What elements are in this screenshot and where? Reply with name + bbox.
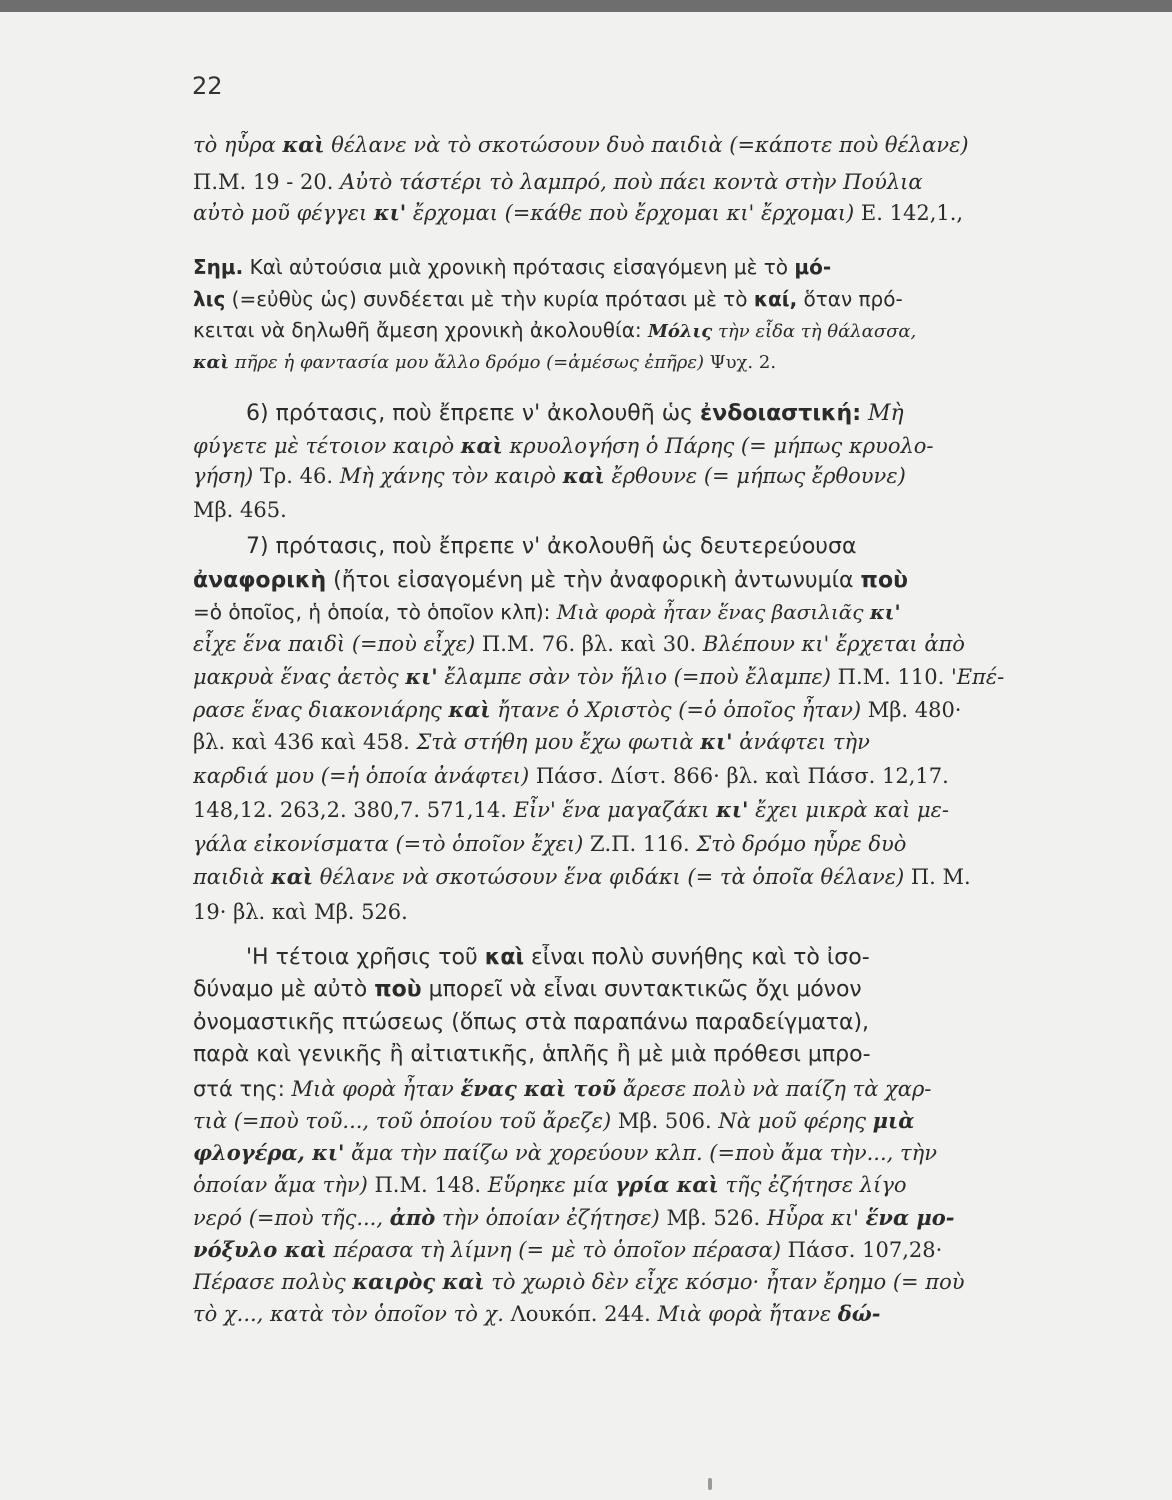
text-line [193, 285, 1040, 315]
text-segment: τιὰ (=ποὺ τοῦ..., τοῦ ὁποίου τοῦ ἄρεζε) [193, 1109, 612, 1133]
text-line [193, 728, 1040, 758]
text-segment: λις [193, 287, 226, 311]
text-segment: γρία καὶ [615, 1172, 719, 1197]
text-line [193, 432, 1040, 462]
text-segment: Μὴ [861, 401, 904, 426]
text-segment: καὶ [270, 864, 314, 889]
text-segment: ἔρχομαι (=κάθε ποὺ ἔρχομαι κι' ἔρχομαι) [406, 201, 855, 225]
text-segment: Αὐτὸ τάστέρι τὸ λαμπρό, ποὺ πάει κοντὰ στὴν Πούλια [340, 170, 923, 194]
text-segment: ποὺ [374, 977, 422, 1002]
text-segment: Π.Μ. 148. [367, 1173, 488, 1197]
text-segment: κι' [405, 664, 438, 689]
text-segment: 'Επέ- [950, 665, 1005, 689]
text-segment: Πάσσ. 107,28· [780, 1238, 943, 1262]
text-segment: τὸ ηὗρα [193, 133, 283, 157]
text-segment: καρδιά μου (=ἡ ὁποία ἀνάφτει) [193, 764, 530, 788]
text-segment: καὶ [460, 433, 503, 458]
text-line [193, 1204, 1040, 1234]
text-segment: Στὸ δρόμο ηὗρε δυὸ [696, 832, 907, 856]
text-segment: αὐτὸ μοῦ φέγγει [193, 201, 374, 225]
text-segment: κι' [700, 729, 733, 754]
text-line [246, 944, 1040, 974]
text-segment: 7) πρότασις, ποὺ ἔπρεπε ν' ἀκολουθῆ ὡς δευτερεύουσα [246, 534, 857, 559]
text-segment: Π.Μ. 19 - 20. [193, 170, 341, 194]
text-line [193, 1236, 1040, 1266]
text-segment: ἀπὸ [389, 1205, 436, 1230]
text-segment: κι' [716, 797, 749, 822]
text-segment: ἐνδοιαστική: [700, 401, 862, 426]
text-line [193, 253, 1040, 283]
text-segment: βλ. καὶ 436 καὶ 458. [193, 730, 417, 754]
text-line [193, 316, 1040, 346]
text-segment: ὅταν πρό- [797, 287, 903, 311]
text-segment: Μβ. 465. [193, 498, 287, 522]
text-segment: Τρ. 46. [253, 464, 340, 488]
text-segment: Ζ.Π. 116. [583, 832, 697, 856]
text-line [246, 400, 1040, 430]
text-line [246, 533, 1040, 563]
text-segment: τὴν ὁποίαν ἐζήτησε) [435, 1206, 660, 1230]
text-segment: εἶχε ἕνα παιδὶ (=ποὺ εἶχε) [193, 632, 476, 656]
text-line [193, 1139, 1040, 1169]
text-segment: 6) πρότασις, ποὺ ἔπρεπε ν' ἀκολουθῆ ὡς [246, 401, 701, 426]
text-segment: πέρασα τὴ λίμνη (= μὲ τὸ ὁποῖον πέρασα) [326, 1238, 781, 1262]
text-segment: ἤτανε ὁ Χριστὸς (=ὁ ὁποῖος ἦταν) [490, 698, 862, 722]
text-line [193, 976, 1040, 1006]
text-line [193, 1171, 1040, 1201]
text-segment: Μιὰ φορὰ ἦταν ἕνας βασιλιᾶς [556, 600, 870, 624]
text-line [193, 131, 1040, 161]
text-segment: Π. Μ. [904, 865, 971, 889]
text-line [193, 830, 1040, 860]
text-segment: τὸ χωριὸ δὲν εἶχε κόσμο· ἦταν ἔρημο (= ποὺ [484, 1270, 965, 1294]
text-line [193, 663, 1040, 693]
text-segment: φύγετε μὲ τέτοιον καιρὸ [193, 434, 461, 458]
text-segment: νόξυλο καὶ [193, 1237, 327, 1262]
text-segment: Πάσσ. Δίστ. 866· βλ. καὶ Πάσσ. 12,17. [529, 764, 949, 788]
text-segment: τὴν εἶδα τὴ θάλασσα, [712, 321, 917, 342]
text-segment: Μβ. 526. [659, 1206, 767, 1230]
text-segment: Μβ. 480· [861, 698, 962, 722]
text-segment: καὶ [562, 463, 605, 488]
text-segment: 'Η τέτοια χρῆσις τοῦ [246, 945, 485, 970]
text-segment: (ἤτοι εἰσαγομένη μὲ τὴν ἀναφορικὴ ἀντωνυμία [326, 568, 861, 593]
page-number: 22 [192, 72, 223, 100]
text-line [193, 462, 1040, 492]
text-line [193, 347, 1040, 377]
text-line [193, 1009, 1040, 1039]
text-segment: ἔλαμπε σὰν τὸν ἥλιο (=ποὺ ἔλαμπε) [437, 665, 831, 689]
text-segment: θέλανε νὰ σκοτώσουν ἕνα φιδάκι (= τὰ ὁποῖα θέλανε) [313, 865, 905, 889]
text-segment: Εὕρηκε μία [487, 1173, 616, 1197]
text-line [193, 796, 1040, 826]
text-segment: Νὰ μοῦ φέρης [718, 1109, 873, 1133]
text-segment: Μιὰ φορὰ ἦταν [291, 1077, 461, 1101]
text-segment: κρυολογήση ὁ Πάρης (= μήπως κρυολο- [502, 434, 934, 458]
text-segment: κι' [869, 600, 901, 624]
text-segment: Ηὗρα κι' [766, 1206, 866, 1230]
text-segment: θέλανε νὰ τὸ σκοτώσουν δυὸ παιδιὰ (=κάποτε ποὺ θέλανε) [324, 133, 969, 157]
text-segment: Σημ. [193, 255, 244, 279]
text-line [193, 1300, 1040, 1330]
text-line [193, 1041, 1040, 1071]
text-segment: Π.Μ. 110. [831, 665, 951, 689]
text-segment: στά της: [193, 1077, 292, 1101]
text-line [193, 696, 1040, 726]
text-segment: καὶ [484, 945, 525, 970]
text-segment: γήση) [193, 464, 254, 488]
text-segment: τὸ χ..., κατὰ τὸν ὁποῖον τὸ χ. [193, 1302, 504, 1326]
text-line [193, 762, 1040, 792]
text-segment: μιὰ [872, 1108, 915, 1133]
text-segment: Βλέπουν κι' ἔρχεται ἀπὸ [702, 632, 965, 656]
text-segment: ἄρεσε πολὺ νὰ παίζη τὰ χαρ- [616, 1077, 932, 1101]
text-segment: δύναμο μὲ αὐτὸ [193, 977, 375, 1002]
text-segment: πῆρε ἡ φαντασία μου ἄλλο δρόμο (=ἀμέσως ἐπῆρε) [229, 352, 705, 373]
text-segment: ποὺ [860, 568, 908, 593]
text-line [193, 598, 1040, 628]
text-segment: Λουκόπ. 244. [503, 1302, 658, 1326]
text-segment: Ψυχ. 2. [704, 352, 777, 373]
text-segment: γάλα εἰκονίσματα (=τὸ ὁποῖον ἔχει) [193, 832, 584, 856]
text-segment: ὁποίαν ἄμα τὴν) [193, 1173, 368, 1197]
text-segment: κι' [373, 200, 407, 225]
text-segment: (=εὐθὺς ὡς) συνδέεται μὲ τὴν κυρία πρότασι μὲ τὸ [225, 287, 754, 311]
text-segment: φλογέρα, κι' [193, 1140, 345, 1165]
text-segment: ἀνάφτει τὴν [732, 730, 870, 754]
text-line [193, 567, 1040, 597]
text-segment: παιδιὰ [193, 865, 271, 889]
text-line [193, 863, 1040, 893]
text-segment: ἕνα μο- [865, 1205, 955, 1230]
text-segment: κειται νὰ δηλωθῆ ἄμεση χρονικὴ ἀκολουθία: [193, 318, 648, 342]
text-segment: Εἶν' ἕνα μαγαζάκι [513, 798, 717, 822]
text-segment: καὶ [282, 132, 325, 157]
text-segment: 19· βλ. καὶ Μβ. 526. [193, 900, 408, 924]
text-line [193, 496, 1040, 526]
text-segment: Μόλις [648, 321, 713, 342]
text-segment: Ε. 142,1., [854, 201, 964, 225]
text-segment: Μβ. 506. [611, 1109, 719, 1133]
scan-top-border [0, 0, 1172, 12]
text-segment: εἶναι πολὺ συνήθης καὶ τὸ ἰσο- [524, 945, 870, 970]
text-line [193, 898, 1040, 928]
text-segment: ἔχει μικρὰ καὶ με- [748, 798, 950, 822]
text-segment: Μιὰ φορὰ ἤτανε [657, 1302, 838, 1326]
text-line [193, 1268, 1040, 1298]
text-segment: νερό (=ποὺ τῆς..., [193, 1206, 390, 1230]
text-segment: μό- [794, 255, 832, 279]
text-segment: 148,12. 263,2. 380,7. 571,14. [193, 798, 514, 822]
text-line [193, 630, 1040, 660]
text-segment: καὶ [448, 697, 491, 722]
text-segment: δώ- [837, 1301, 881, 1326]
text-segment: καὶ [193, 352, 230, 373]
text-segment: μακρυὰ ἕνας ἀετὸς [193, 665, 406, 689]
text-segment: μπορεῖ νὰ εἶναι συντακτικῶς ὄχι μόνον [421, 977, 862, 1002]
text-segment: παρὰ καὶ γενικῆς ἢ αἰτιατικῆς, ἁπλῆς ἢ μὲ μιὰ πρόθεσι μπρο- [193, 1042, 871, 1067]
text-line [193, 1107, 1040, 1137]
text-segment: ἄμα τὴν παίζω νὰ χορεύουν κλπ. (=ποὺ ἄμα τὴν..., τὴν [344, 1141, 937, 1165]
text-segment: =ὁ ὁποῖος, ἡ ὁποία, τὸ ὁποῖον κλπ): [193, 600, 557, 624]
text-segment: ρασε ἕνας διακονιάρης [193, 698, 449, 722]
text-segment: ἔρθουνε (= μήπως ἔρθουνε) [604, 464, 906, 488]
text-line [193, 168, 1040, 198]
text-segment: καί, [753, 287, 798, 311]
text-line [193, 1075, 1040, 1105]
text-segment: Στὰ στήθη μου ἔχω φωτιὰ [416, 730, 701, 754]
text-segment: Π.Μ. 76. βλ. καὶ 30. [475, 632, 703, 656]
scan-smudge [708, 1478, 712, 1490]
text-segment: Πέρασε πολὺς [193, 1270, 353, 1294]
text-segment: ἕνας καὶ τοῦ [460, 1076, 617, 1101]
text-segment: καιρὸς καὶ [352, 1269, 485, 1294]
text-line [193, 199, 1040, 229]
text-segment: Μὴ χάνης τὸν καιρὸ [339, 464, 563, 488]
text-segment: Καὶ αὐτούσια μιὰ χρονικὴ πρότασις εἰσαγόμενη μὲ τὸ [243, 255, 795, 279]
text-segment: ὀνομαστικῆς πτώσεως (ὅπως στὰ παραπάνω παραδείγματα), [193, 1010, 870, 1035]
text-segment: τῆς ἐζήτησε λίγο [718, 1173, 907, 1197]
text-segment: ἀναφορικὴ [193, 568, 327, 593]
